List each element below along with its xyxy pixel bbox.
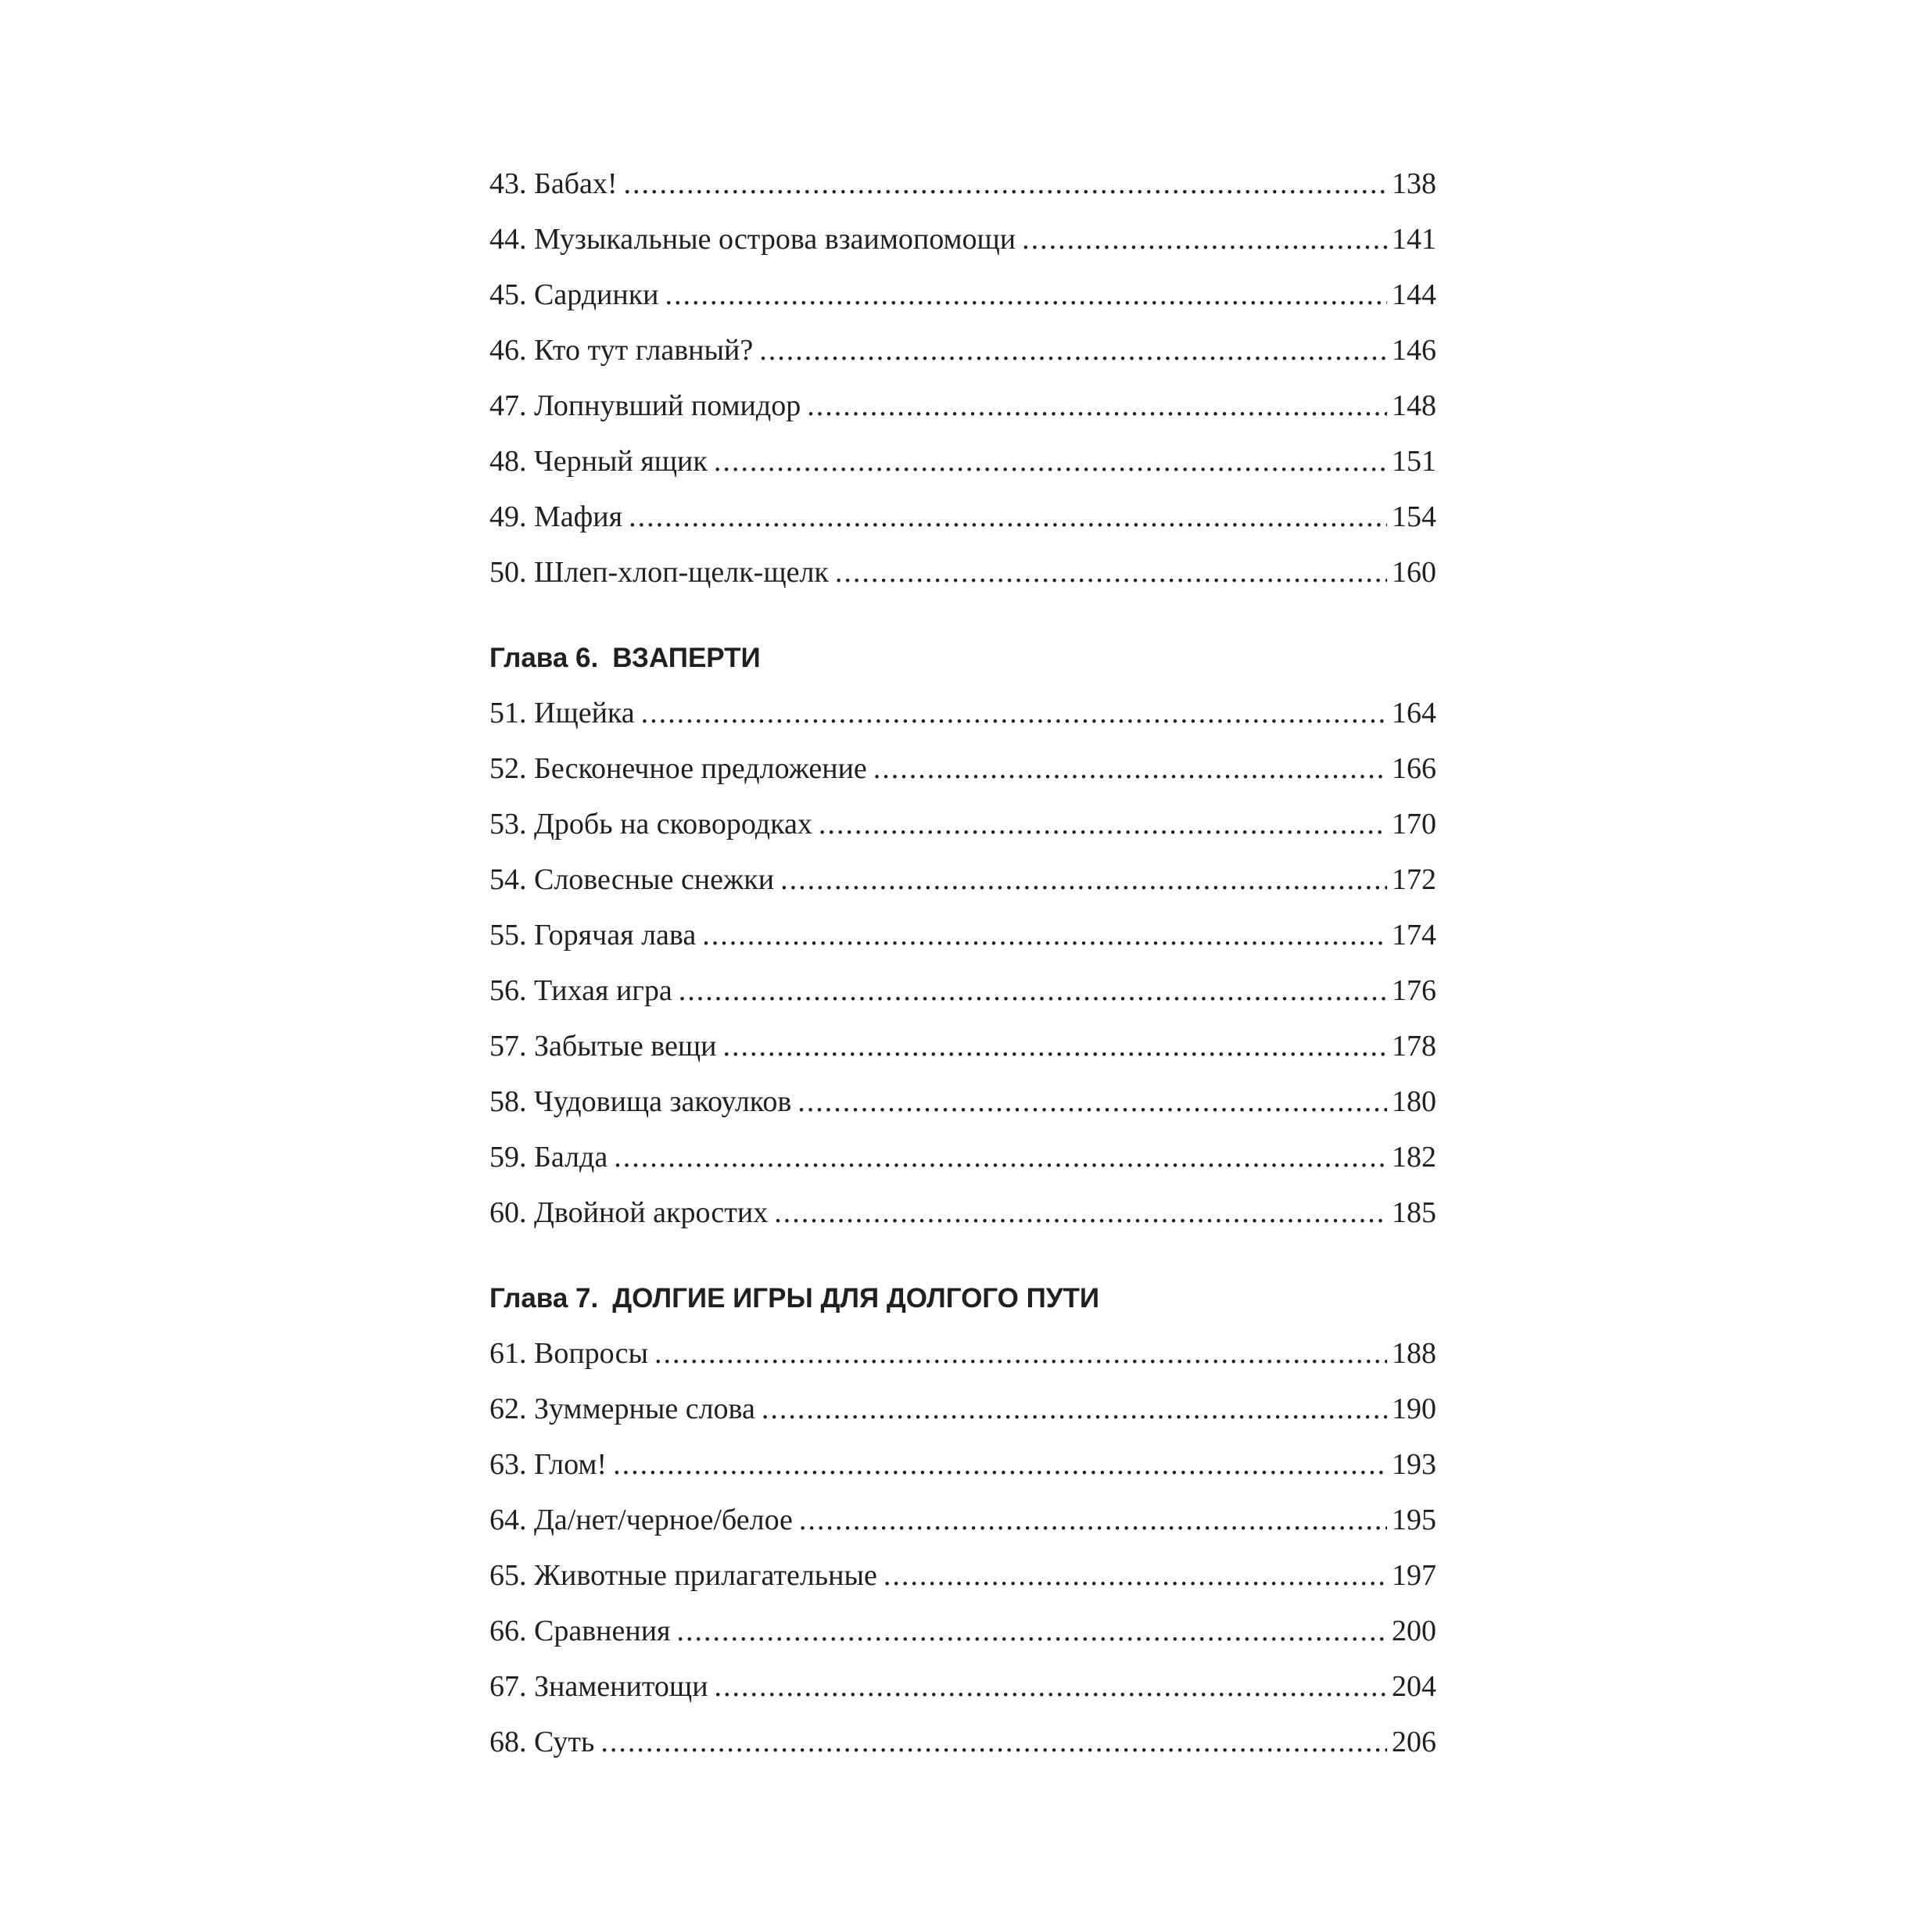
toc-entry-page: 197 bbox=[1392, 1559, 1436, 1592]
toc-entry[interactable] bbox=[489, 1548, 1436, 1604]
toc-entry-title: 67. Знаменитощи bbox=[489, 1670, 708, 1703]
dot-leader bbox=[759, 323, 1387, 378]
toc-entry-title: 45. Сардинки bbox=[489, 278, 659, 311]
dot-leader bbox=[798, 1074, 1387, 1130]
toc-entry-page: 148 bbox=[1392, 389, 1436, 422]
toc-entry-title: 63. Глом! bbox=[489, 1448, 608, 1481]
toc-entry-page: 182 bbox=[1392, 1141, 1436, 1174]
toc-entry[interactable] bbox=[489, 434, 1436, 489]
toc-entry-page: 154 bbox=[1392, 500, 1436, 533]
chapter-heading[interactable] bbox=[489, 1271, 1436, 1326]
toc-entry-page: 204 bbox=[1392, 1670, 1436, 1703]
toc-entry-title: 59. Балда bbox=[489, 1141, 608, 1174]
toc-entry-page: 206 bbox=[1392, 1726, 1436, 1758]
dot-leader bbox=[614, 1130, 1387, 1185]
toc-entry[interactable] bbox=[489, 156, 1436, 212]
dot-leader bbox=[1022, 212, 1387, 267]
toc-entry-title: 48. Черный ящик bbox=[489, 445, 708, 478]
toc-entry-title: 55. Горячая лава bbox=[489, 919, 697, 952]
toc-entry-page: 141 bbox=[1392, 223, 1436, 256]
toc-entry-page: 138 bbox=[1392, 167, 1436, 200]
toc-entry[interactable] bbox=[489, 1382, 1436, 1437]
toc-entry-title: 56. Тихая игра bbox=[489, 974, 672, 1007]
toc-entry[interactable] bbox=[489, 1019, 1436, 1074]
toc-entry-title: 52. Бесконечное предложение bbox=[489, 752, 867, 785]
toc-entry[interactable] bbox=[489, 1493, 1436, 1548]
dot-leader bbox=[722, 1019, 1387, 1074]
dot-leader bbox=[873, 741, 1387, 797]
toc-entry-title: 57. Забытые вещи bbox=[489, 1030, 717, 1063]
toc-entry-page: 160 bbox=[1392, 556, 1436, 589]
dot-leader bbox=[819, 797, 1387, 852]
toc-entry-page: 176 bbox=[1392, 974, 1436, 1007]
dot-leader bbox=[714, 434, 1387, 489]
chapter-heading[interactable] bbox=[489, 630, 1436, 686]
toc-entry-title: 46. Кто тут главный? bbox=[489, 334, 754, 367]
toc-entry[interactable] bbox=[489, 1604, 1436, 1659]
chapter-label: Глава 6. bbox=[489, 643, 599, 673]
toc-entry[interactable] bbox=[489, 1185, 1436, 1241]
toc-entry-title: 49. Мафия bbox=[489, 500, 623, 533]
table-of-contents bbox=[489, 156, 1436, 1770]
toc-entry[interactable] bbox=[489, 1130, 1436, 1185]
toc-entry-title: 60. Двойной акростих bbox=[489, 1196, 769, 1229]
dot-leader bbox=[715, 1659, 1387, 1715]
toc-entry-page: 193 bbox=[1392, 1448, 1436, 1481]
toc-entry[interactable] bbox=[489, 741, 1436, 797]
toc-entry-title: 65. Животные прилагательные bbox=[489, 1559, 877, 1592]
dot-leader bbox=[884, 1548, 1387, 1604]
dot-leader bbox=[780, 852, 1387, 908]
dot-leader bbox=[799, 1493, 1387, 1548]
dot-leader bbox=[665, 267, 1387, 323]
toc-entry[interactable] bbox=[489, 797, 1436, 852]
dot-leader bbox=[600, 1715, 1387, 1770]
toc-entry-page: 170 bbox=[1392, 808, 1436, 841]
toc-entry-title: 64. Да/нет/черное/белое bbox=[489, 1504, 793, 1536]
toc-entry[interactable] bbox=[489, 908, 1436, 963]
toc-entry-page: 174 bbox=[1392, 919, 1436, 952]
toc-entry-page: 146 bbox=[1392, 334, 1436, 367]
chapter-label: Глава 7. bbox=[489, 1283, 599, 1314]
toc-entry-title: 44. Музыкальные острова взаимопомощи bbox=[489, 223, 1016, 256]
toc-entry-title: 68. Суть bbox=[489, 1726, 595, 1758]
toc-entry-page: 185 bbox=[1392, 1196, 1436, 1229]
dot-leader bbox=[677, 1604, 1387, 1659]
toc-entry-page: 200 bbox=[1392, 1615, 1436, 1647]
toc-entry-page: 144 bbox=[1392, 278, 1436, 311]
toc-entry[interactable] bbox=[489, 267, 1436, 323]
dot-leader bbox=[654, 1326, 1387, 1382]
toc-entry-title: 58. Чудовища закоулков bbox=[489, 1085, 792, 1118]
toc-entry[interactable] bbox=[489, 1659, 1436, 1715]
toc-entry[interactable] bbox=[489, 1715, 1436, 1770]
toc-entry-page: 180 bbox=[1392, 1085, 1436, 1118]
toc-entry-title: 66. Сравнения bbox=[489, 1615, 671, 1647]
dot-leader bbox=[762, 1382, 1387, 1437]
toc-entry-page: 164 bbox=[1392, 697, 1436, 729]
toc-entry[interactable] bbox=[489, 686, 1436, 741]
dot-leader bbox=[629, 489, 1387, 545]
dot-leader bbox=[835, 545, 1387, 600]
toc-entry-page: 188 bbox=[1392, 1337, 1436, 1370]
toc-entry-title: 54. Словесные снежки bbox=[489, 863, 775, 896]
toc-entry[interactable] bbox=[489, 852, 1436, 908]
chapter-title: ВЗАПЕРТИ bbox=[612, 643, 761, 673]
dot-leader bbox=[807, 378, 1387, 434]
dot-leader bbox=[641, 686, 1387, 741]
dot-leader bbox=[702, 908, 1387, 963]
toc-entry-title: 53. Дробь на сковородках bbox=[489, 808, 812, 841]
toc-entry[interactable] bbox=[489, 1074, 1436, 1130]
toc-entry[interactable] bbox=[489, 212, 1436, 267]
toc-entry[interactable] bbox=[489, 378, 1436, 434]
toc-entry-title: 43. Бабах! bbox=[489, 167, 618, 200]
dot-leader bbox=[613, 1437, 1387, 1493]
toc-entry-title: 62. Зуммерные слова bbox=[489, 1393, 755, 1425]
toc-entry[interactable] bbox=[489, 1326, 1436, 1382]
toc-entry-page: 195 bbox=[1392, 1504, 1436, 1536]
toc-entry[interactable] bbox=[489, 323, 1436, 378]
chapter-title: ДОЛГИЕ ИГРЫ ДЛЯ ДОЛГОГО ПУТИ bbox=[612, 1283, 1100, 1314]
dot-leader bbox=[679, 963, 1387, 1019]
toc-entry-title: 61. Вопросы bbox=[489, 1337, 649, 1370]
toc-entry-page: 172 bbox=[1392, 863, 1436, 896]
toc-entry-title: 50. Шлеп-хлоп-щелк-щелк bbox=[489, 556, 829, 589]
toc-entry[interactable] bbox=[489, 963, 1436, 1019]
dot-leader bbox=[624, 156, 1387, 212]
toc-entry[interactable] bbox=[489, 545, 1436, 600]
toc-entry-title: 51. Ищейка bbox=[489, 697, 635, 729]
toc-entry-page: 178 bbox=[1392, 1030, 1436, 1063]
toc-entry[interactable] bbox=[489, 489, 1436, 545]
toc-entry-page: 166 bbox=[1392, 752, 1436, 785]
toc-entry[interactable] bbox=[489, 1437, 1436, 1493]
toc-entry-page: 151 bbox=[1392, 445, 1436, 478]
toc-entry-title: 47. Лопнувший помидор bbox=[489, 389, 801, 422]
dot-leader bbox=[774, 1185, 1387, 1241]
toc-entry-page: 190 bbox=[1392, 1393, 1436, 1425]
